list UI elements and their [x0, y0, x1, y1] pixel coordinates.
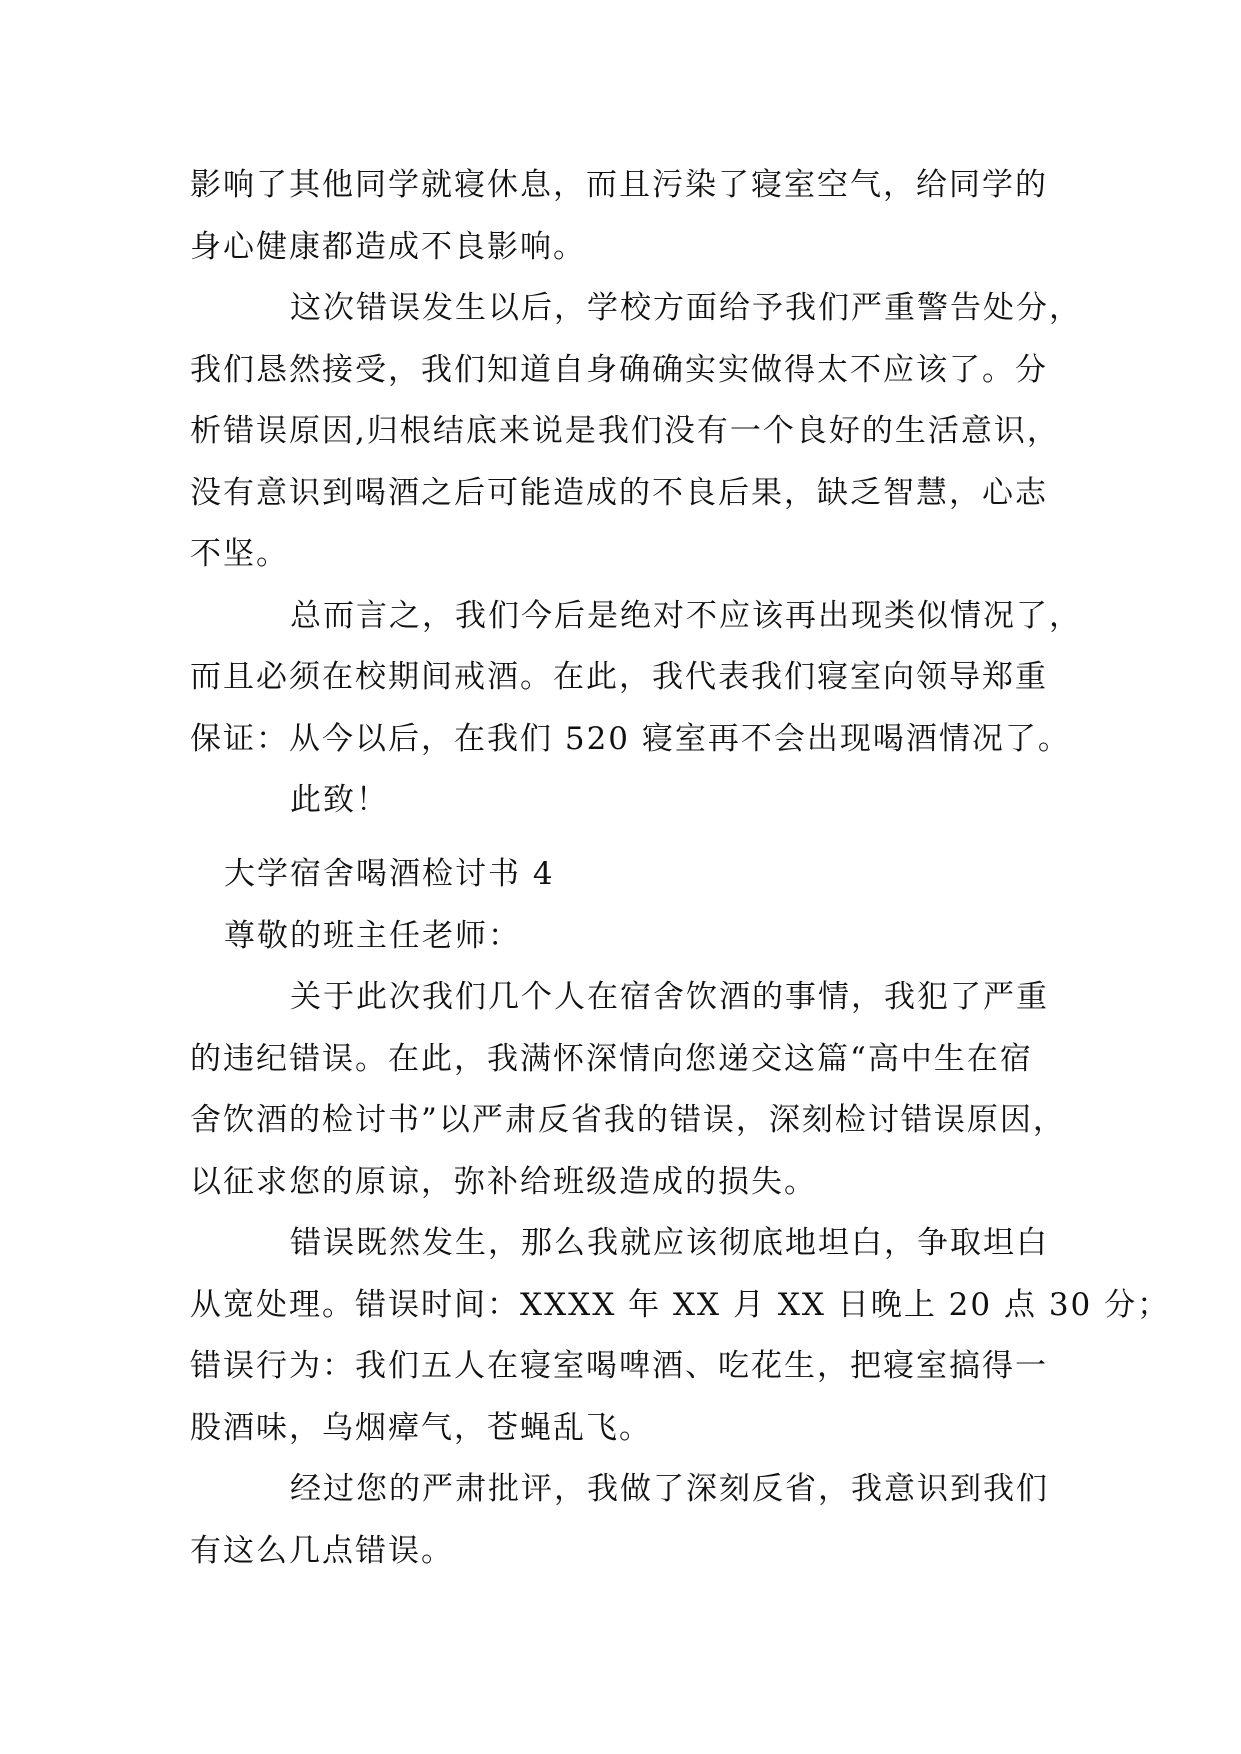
text-line: 股酒味，乌烟瘴气，苍蝇乱飞。 [190, 1409, 652, 1446]
paragraph-start-line: 经过您的严肃批评，我做了深刻反省，我意识到我们 [290, 1471, 1049, 1507]
text-line: 析错误原因,归根结底来说是我们没有一个良好的生活意识， [190, 413, 1060, 449]
document-body-part1 [190, 155, 1082, 832]
paragraph-start-line: 错误既然发生，那么我就应该彻底地坦白，争取坦白 [290, 1225, 1049, 1261]
text-line: 影响了其他同学就寝休息，而且污染了寝室空气，给同学的 [190, 167, 1048, 203]
text-line: 不坚。 [190, 536, 289, 572]
text-line: 而且必须在校期间戒酒。在此，我代表我们寝室向领导郑重 [190, 659, 1048, 695]
section-title: 大学宿舍喝酒检讨书 4 [224, 856, 555, 892]
text-line: 舍饮酒的检讨书”以严肃反省我的错误，深刻检讨错误原因， [190, 1102, 1066, 1138]
text-line: 以征求您的原谅，弥补给班级造成的损失。 [190, 1163, 817, 1200]
text-line: 有这么几点错误。 [190, 1532, 454, 1569]
closing-line: 此致！ [290, 782, 389, 818]
salutation: 尊敬的班主任老师： [224, 917, 521, 954]
text-line: 错误行为：我们五人在寝室喝啤酒、吃花生，把寝室搞得一 [190, 1348, 1048, 1384]
section-heading [190, 844, 1070, 967]
text-line: 我们恳然接受，我们知道自身确确实实做得太不应该了。分 [190, 351, 1048, 388]
paragraph-start-line: 关于此次我们几个人在宿舍饮酒的事情，我犯了严重 [290, 979, 1049, 1015]
paragraph-start-line: 这次错误发生以后，学校方面给予我们严重警告处分， [290, 290, 1082, 326]
document-body-part2 [190, 967, 1171, 1582]
text-line: 的违纪错误。在此，我满怀深情向您递交这篇“高中生在宿 [190, 1040, 1033, 1077]
text-line: 没有意识到喝酒之后可能造成的不良后果，缺乏智慧，心志 [190, 474, 1048, 511]
text-line: 从宽处理。错误时间：XXXX 年 XX 月 XX 日晚上 20 点 30 分； [190, 1286, 1171, 1323]
paragraph-start-line: 总而言之，我们今后是绝对不应该再出现类似情况了， [290, 597, 1082, 634]
text-line: 保证：从今以后，在我们 520 寝室再不会出现喝酒情况了。 [190, 720, 1071, 757]
text-line: 身心健康都造成不良影响。 [190, 228, 586, 265]
